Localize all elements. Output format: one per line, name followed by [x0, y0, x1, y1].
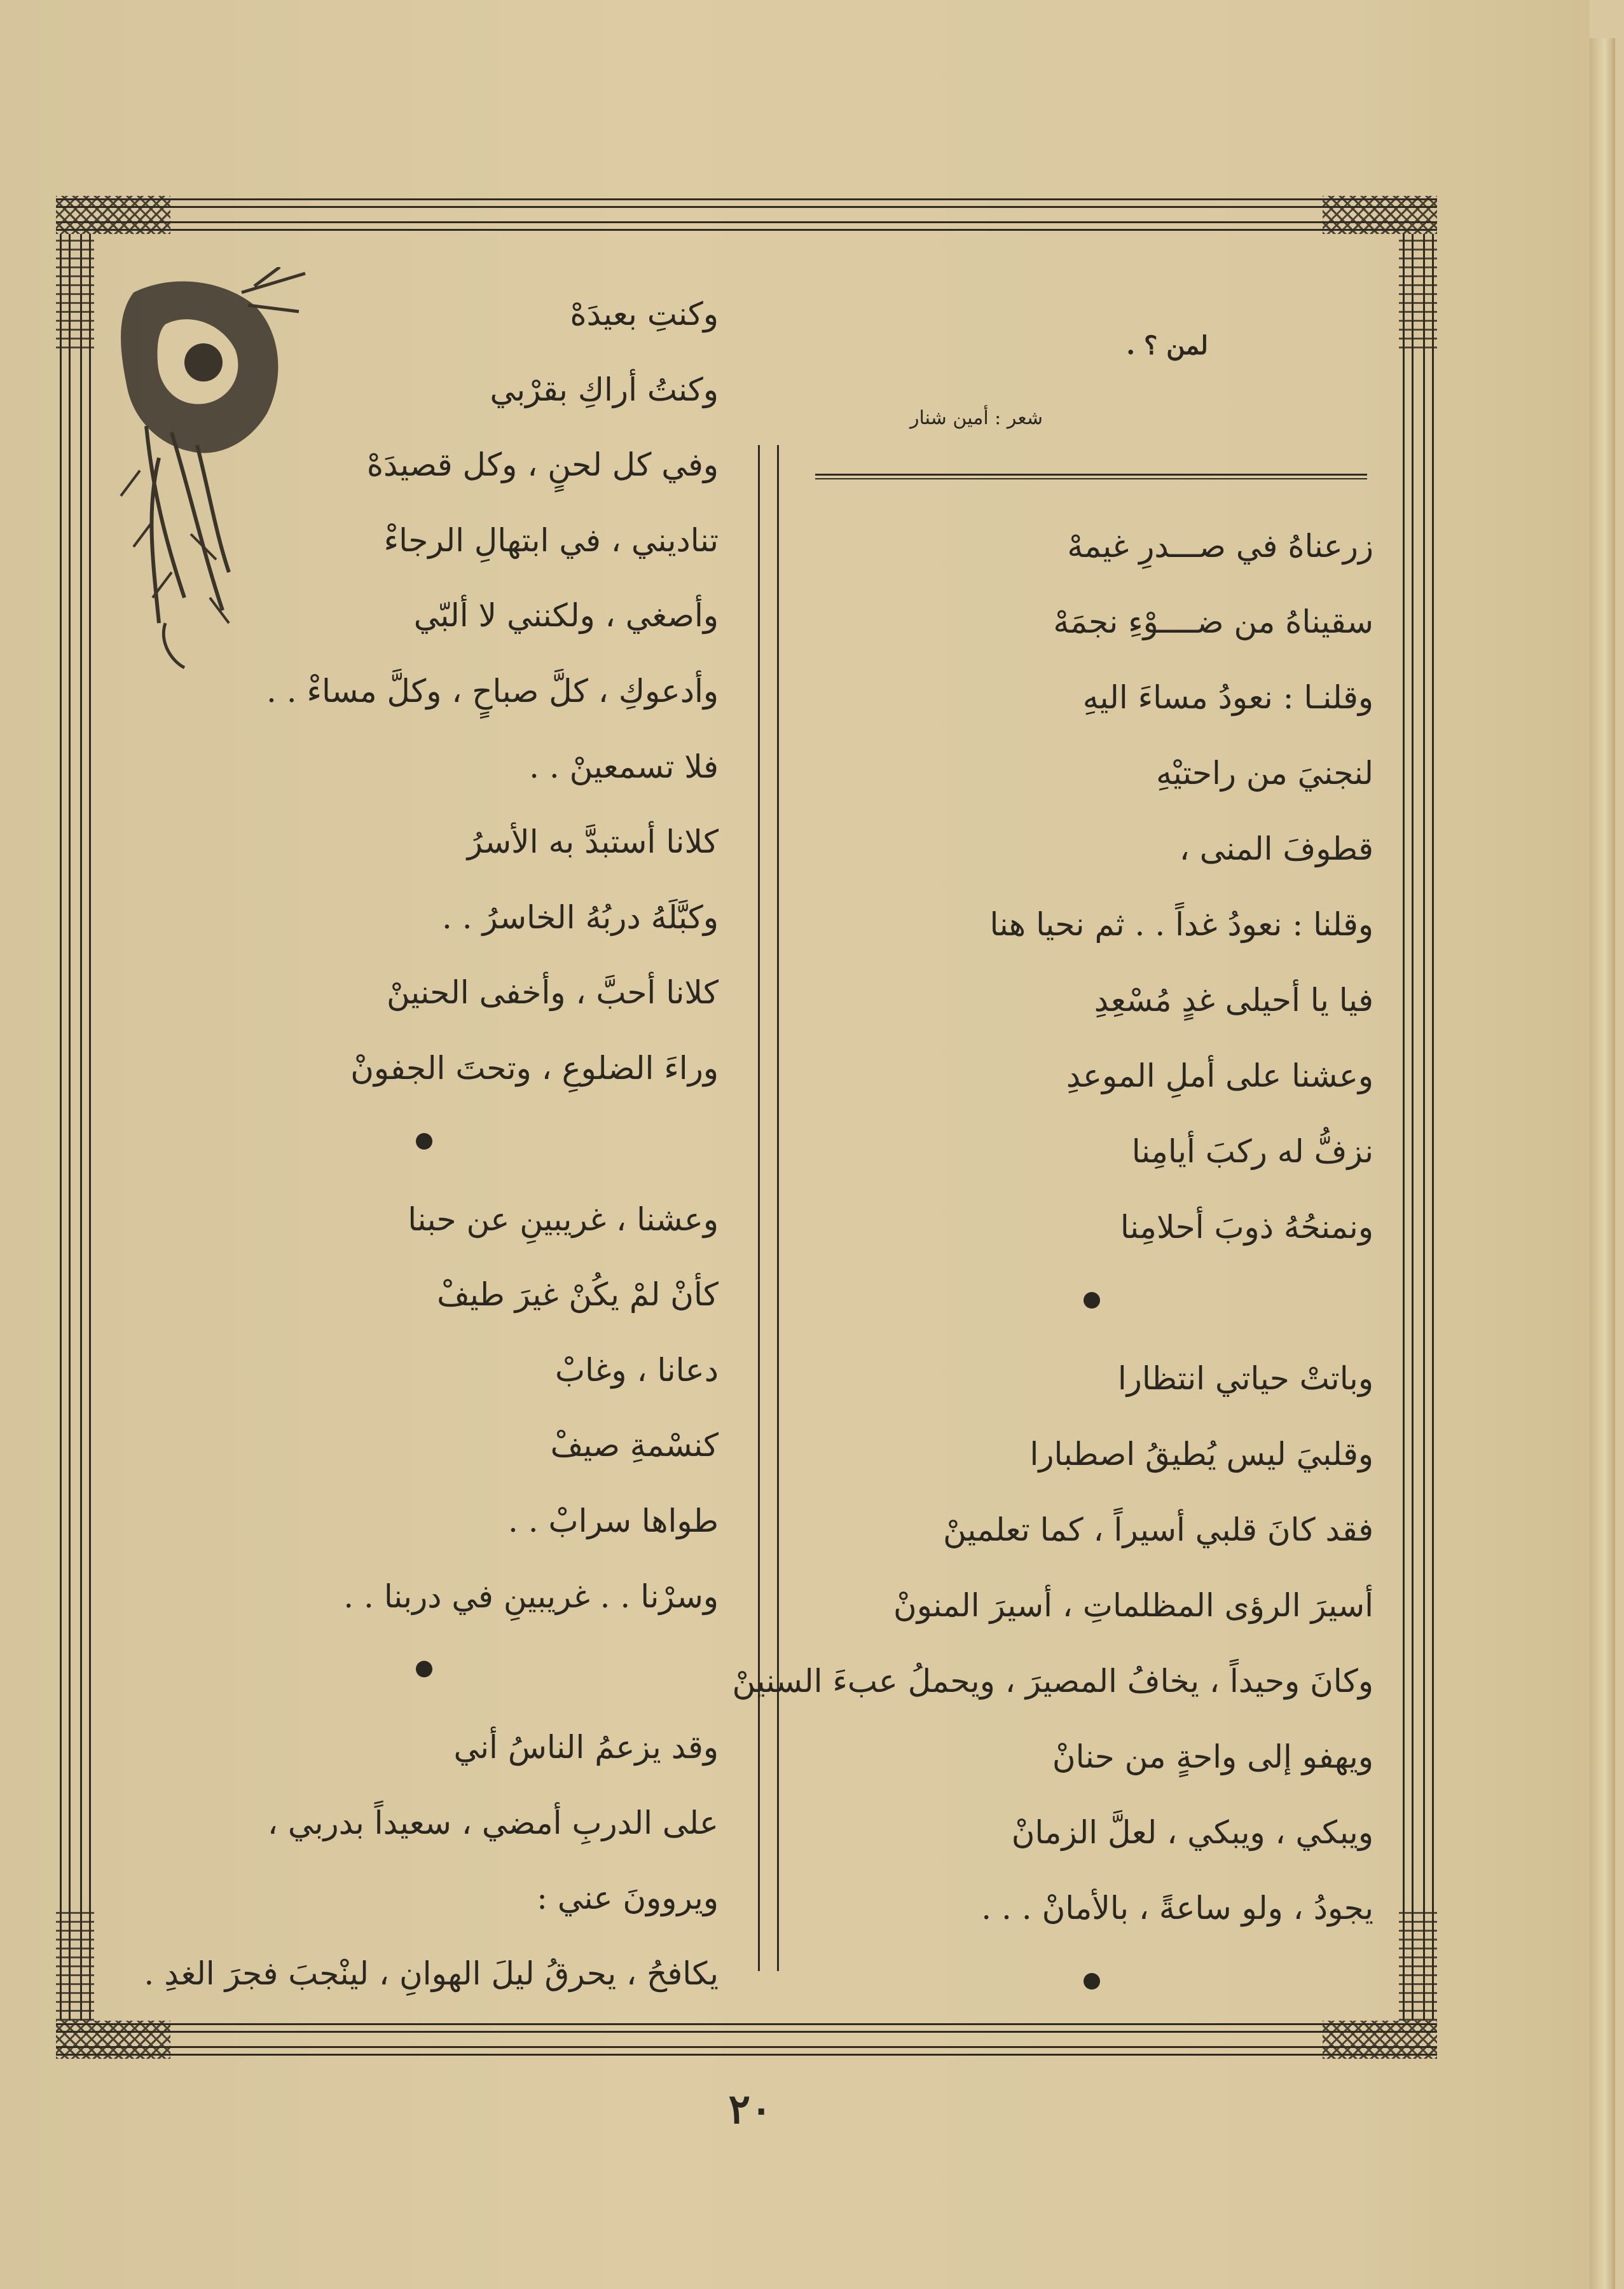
verse-line: دعانا ، وغابْ: [554, 1351, 719, 1389]
verse-line: وأصغي ، ولكنني لا ألبّي: [413, 597, 719, 635]
page-edge: [1590, 38, 1615, 2289]
verse-line: قطوفَ المنى ،: [1179, 830, 1373, 867]
stanza-separator: [808, 1946, 1373, 2022]
frame-top-border: [56, 196, 1437, 234]
verse-line: كأنْ لمْ يكُنْ غيرَ طيفْ: [437, 1276, 719, 1314]
title-rule: [815, 478, 1367, 479]
verse-line: ويهفو إلى واحةٍ من حنانْ: [1052, 1738, 1373, 1775]
corner-ornament: [56, 2021, 170, 2059]
verse-line: وقد يزعمُ الناسُ أني: [453, 1729, 719, 1766]
verse-line: كلانا أستبدَّ به الأسرُ: [467, 823, 719, 861]
verse-line: وفي كل لحنٍ ، وكل قصيدَهْ: [366, 446, 719, 484]
bullet-dot: [1084, 1292, 1100, 1309]
verse-line: وعشنا على أملِ الموعدِ: [1066, 1057, 1373, 1094]
verse-line: وعشنا ، غريبينِ عن حبنا: [408, 1200, 719, 1238]
corner-ornament: [56, 196, 170, 234]
title-rule: [815, 474, 1367, 476]
verse-line: فقد كانَ قلبي أسيراً ، كما تعلمينْ: [943, 1511, 1373, 1548]
stanza-separator: [146, 1634, 719, 1710]
verse-line: وكبَّلَهُ دربُهُ الخاسرُ . .: [441, 898, 719, 936]
verse-line: وقلبيَ ليس يُطيقُ اصطبارا: [1029, 1436, 1373, 1473]
bullet-dot: [1084, 1973, 1100, 1990]
poem-left-column: [146, 277, 719, 2011]
verse-line: كنسْمةِ صيفْ: [550, 1427, 719, 1464]
poem-title: لمن ؟ .: [1126, 331, 1208, 361]
verse-line: وأدعوكِ ، كلَّ صباحٍ ، وكلَّ مساءْ . .: [266, 672, 719, 710]
frame-bottom-border: [56, 2021, 1437, 2059]
verse-line: فيا يا أحيلى غدٍ مُسْعِدِ: [1094, 982, 1373, 1019]
poem-right-column: [732, 509, 1373, 2022]
verse-line: ويروونَ عني :: [537, 1880, 719, 1917]
column-divider: [777, 445, 779, 1971]
verse-line: نزفُّ له ركبَ أيامِنا: [1131, 1133, 1373, 1170]
verse-line: وكنتُ أراكِ بقرْبي: [490, 371, 719, 408]
bullet-dot: [416, 1133, 432, 1150]
verse-line: وقلنـا : نعودُ مساءَ اليهِ: [1082, 679, 1373, 716]
verse-line: وقلنا : نعودُ غداً . . ثم نحيا هنا: [989, 906, 1373, 943]
verse-line: سقيناهُ من ضــــوْءِ نجمَهْ: [1053, 603, 1373, 640]
frame-left-border: [56, 234, 94, 2021]
verse-line: ويبكي ، ويبكي ، لعلَّ الزمانْ: [1011, 1814, 1373, 1851]
verse-line: يجودُ ، ولو ساعةً ، بالأمانْ . . .: [981, 1890, 1373, 1927]
verse-line: وكانَ وحيداً ، يخافُ المصيرَ ، ويحملُ عبءَ السنينْ: [732, 1663, 1373, 1700]
verse-line: وراءَ الضلوعِ ، وتحتَ الجفونْ: [350, 1049, 719, 1087]
verse-line: طواها سرابْ . .: [507, 1502, 719, 1539]
verse-line: لنجنيَ من راحتيْهِ: [1156, 755, 1373, 792]
verse-line: وسرْنا . . غريبينِ في دربنا . .: [343, 1578, 719, 1615]
verse-line: أسيرَ الرؤى المظلماتِ ، أسيرَ المنونْ: [893, 1587, 1373, 1624]
verse-line: كلانا أحبَّ ، وأخفى الحنينْ: [387, 974, 719, 1012]
corner-ornament: [1323, 2021, 1437, 2059]
verse-line: فلا تسمعينْ . .: [529, 748, 719, 785]
verse-line: وباتتْ حياتي انتظارا: [1117, 1360, 1373, 1397]
verse-line: زرعناهُ في صـــدرِ غيمهْ: [1067, 528, 1373, 565]
stanza-separator: [808, 1265, 1373, 1341]
verse-line: تناديني ، في ابتهالِ الرجاءْ: [383, 521, 719, 559]
verse-line: ونمنحُهُ ذوبَ أحلامِنا: [1120, 1209, 1373, 1246]
frame-right-border: [1399, 234, 1437, 2021]
bullet-dot: [416, 1661, 432, 1677]
corner-ornament: [1323, 196, 1437, 234]
verse-line: على الدربِ أمضي ، سعيداً بدربي ،: [267, 1804, 719, 1841]
verse-line: وكنتِ بعيدَهْ: [570, 296, 719, 333]
stanza-separator: [146, 1106, 719, 1182]
column-divider: [758, 445, 760, 1971]
verse-line: يكافحُ ، يحرقُ ليلَ الهوانِ ، لينْجبَ فجرَ الغدِ .: [144, 1955, 719, 1992]
page-number: ٢٠: [728, 2086, 773, 2133]
poem-byline: شعر : أمين شنار: [910, 407, 1043, 429]
